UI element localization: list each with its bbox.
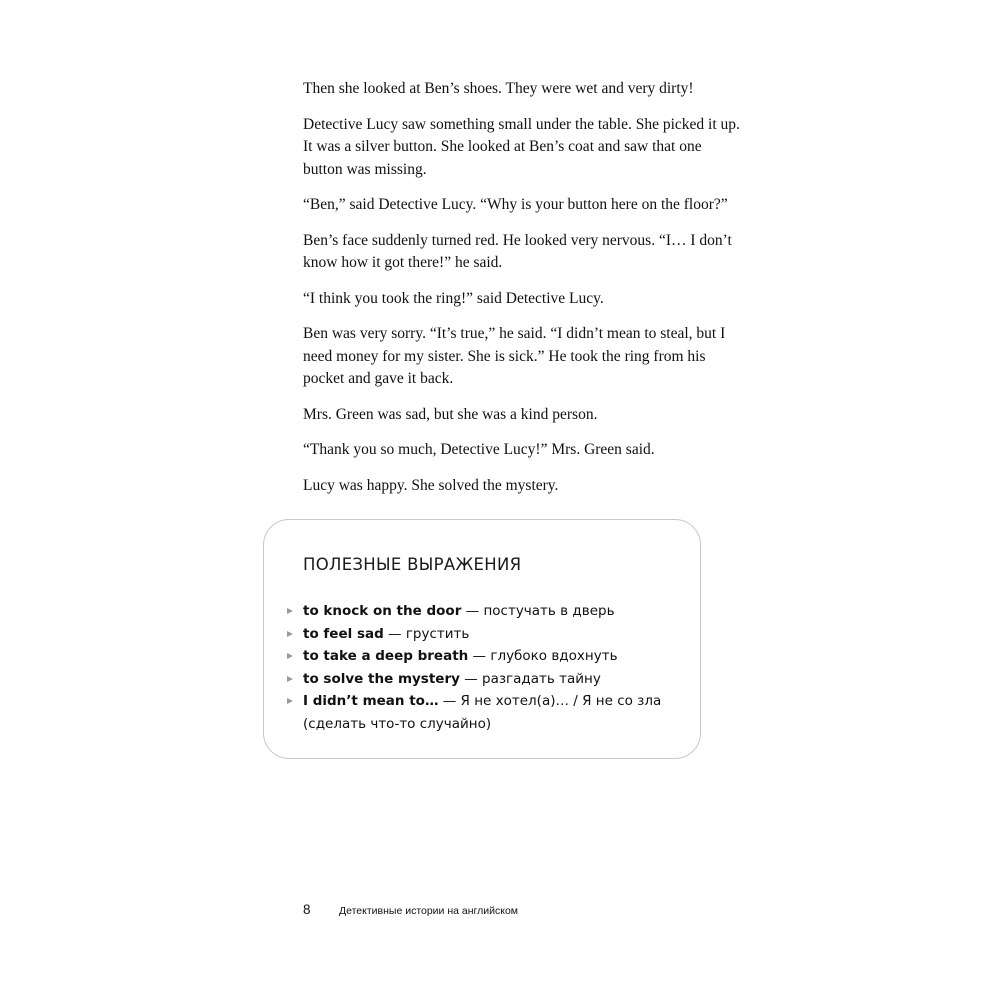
phrase-translation: — глубоко вдохнуть [468,648,618,664]
phrase-english: I didn’t mean to… [303,693,439,709]
triangle-bullet-icon [287,698,293,704]
paragraph: Ben’s face suddenly turned red. He looked very nervous. “I… I don’t know how it got there!” he said. [303,231,732,271]
useful-phrases-list [303,600,673,735]
list-item [303,645,673,668]
paragraph: Mrs. Green was sad, but she was a kind person. [303,405,598,423]
paragraph: “Ben,” said Detective Lucy. “Why is your button here on the floor?” [303,196,728,213]
phrase-english: to knock on the door [303,603,462,619]
phrase-translation: — Я не хотел(а)… / Я не со зла (сделать что-то случайно) [303,693,662,732]
list-item [303,690,673,735]
useful-phrases-box [263,519,701,759]
paragraph: Ben was very sorry. “It’s true,” he said. “I didn’t mean to steal, but I need money for my sister. She is sick.” He took the ring from his pocket and gave it back. [303,325,726,387]
phrase-translation: — грустить [383,625,470,642]
page-footer [303,902,518,917]
story-text [303,78,743,510]
phrase-english: to feel sad [303,625,384,642]
list-item [303,600,673,623]
list-item [303,623,673,646]
phrase-translation: — постучать в дверь [461,603,615,619]
useful-phrases-title: ПОЛЕЗНЫЕ ВЫРАЖЕНИЯ [303,555,522,574]
triangle-bullet-icon [287,608,293,614]
phrase-translation: — разгадать тайну [459,670,601,687]
list-item [303,668,673,691]
paragraph: “I think you took the ring!” said Detective Lucy. [303,289,604,307]
triangle-bullet-icon [287,653,293,659]
triangle-bullet-icon [287,676,293,682]
paragraph: Lucy was happy. She solved the mystery. [303,476,559,494]
paragraph: “Thank you so much, Detective Lucy!” Mrs. Green said. [303,441,655,458]
page-number: 8 [303,902,311,917]
phrase-english: to take a deep breath [303,648,469,664]
triangle-bullet-icon [287,631,293,637]
running-title: Детективные истории на английском [339,905,519,917]
paragraph: Detective Lucy saw something small under the table. She picked it up. It was a silver button. She looked at Ben’s coat and saw that one button was missing. [303,115,740,178]
paragraph: Then she looked at Ben’s shoes. They were wet and very dirty! [303,80,694,97]
phrase-english: to solve the mystery [303,670,460,687]
